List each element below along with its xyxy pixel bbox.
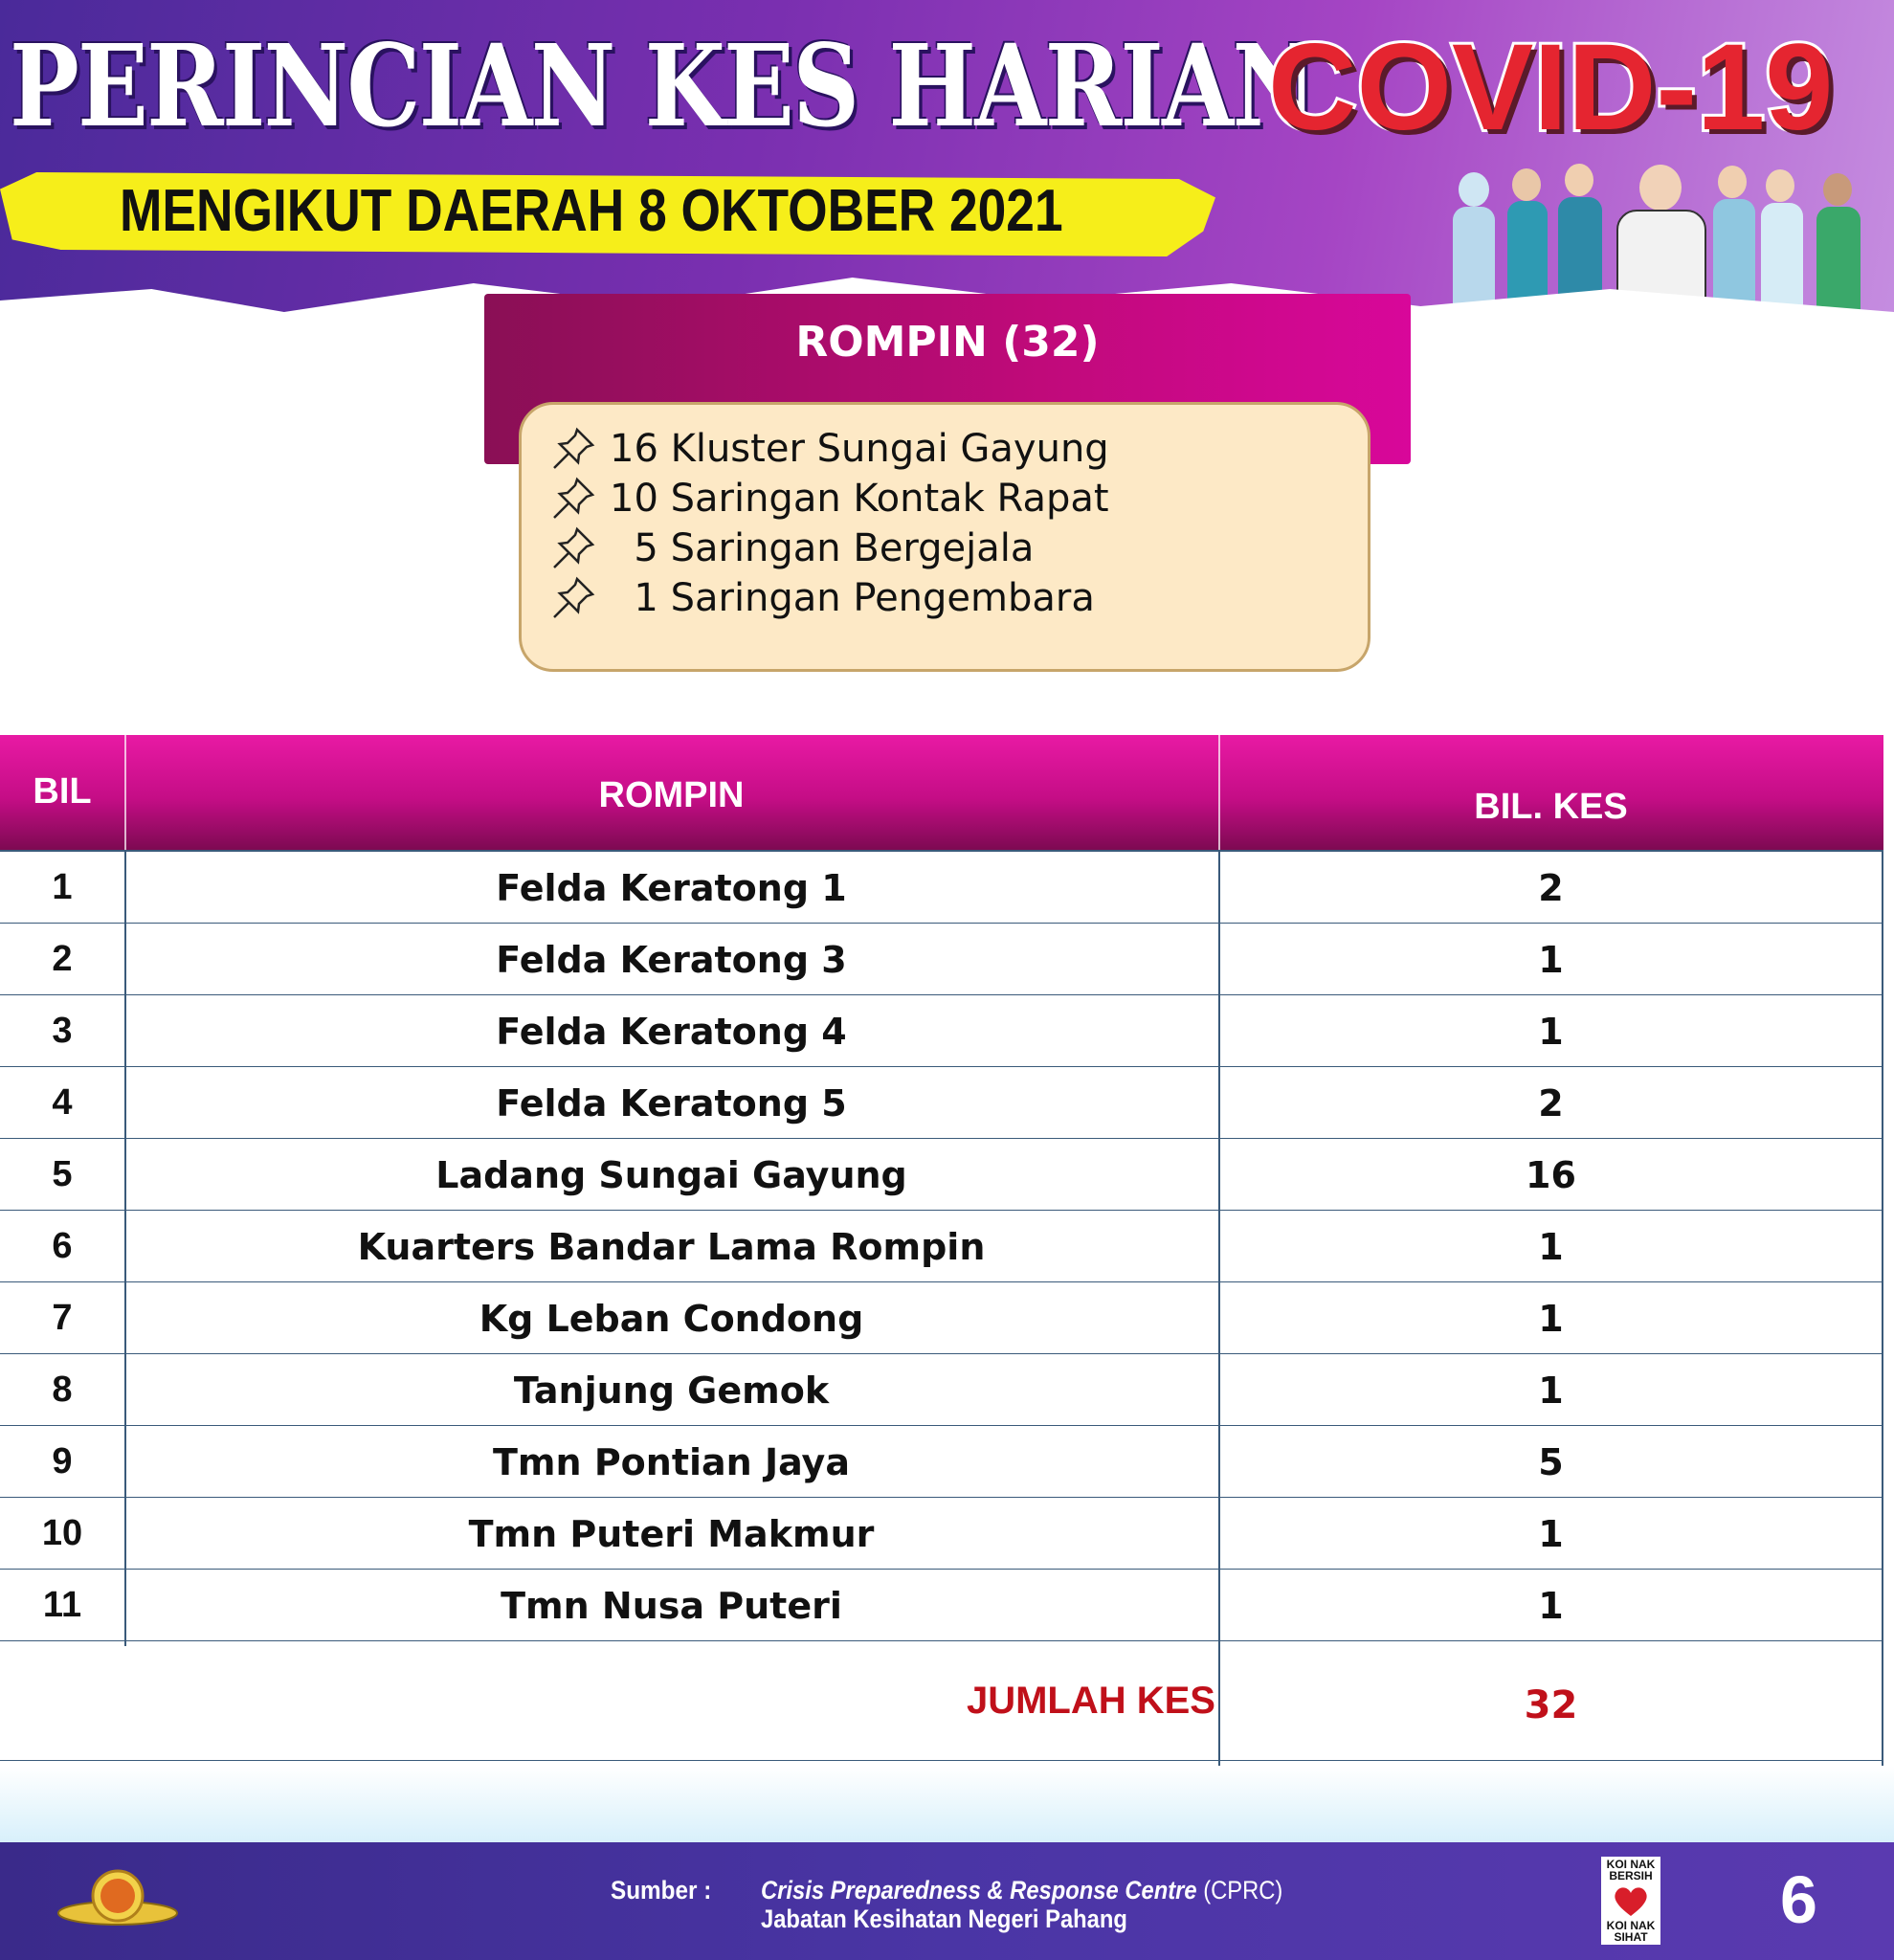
cell-bil: 10 [41,1513,83,1553]
cell-name: Kuarters Bandar Lama Rompin [357,1225,986,1268]
cell-kes: 1 [1538,938,1564,981]
cell-kes: 1 [1538,1297,1564,1340]
summary-item [548,424,1109,474]
summary-text: 1 Saringan Pengembara [610,576,1095,620]
cell-kes: 1 [1538,1369,1564,1412]
table-row [0,1570,1883,1641]
footer [0,1842,1894,1960]
cell-name: Tmn Nusa Puteri [501,1584,842,1627]
cell-name: Felda Keratong 1 [496,866,847,909]
cell-bil: 5 [52,1154,73,1194]
table-row [0,995,1883,1067]
cell-bil: 3 [52,1011,73,1051]
covid-title: COVID-19 [1268,19,1834,156]
table-row [0,1426,1883,1498]
total-label: JUMLAH KES [966,1680,1215,1722]
cell-bil: 2 [52,939,73,979]
cell-name: Tmn Puteri Makmur [468,1512,875,1555]
cell-kes: 1 [1538,1512,1564,1555]
total-value: 32 [1524,1682,1578,1727]
lower-band [0,1766,1894,1842]
source-organization: Crisis Preparedness & Response Centre [761,1876,1197,1904]
cell-bil: 11 [42,1585,82,1625]
cell-name: Felda Keratong 5 [496,1081,847,1125]
source-line-1 [761,1876,1282,1905]
cell-name: Kg Leban Condong [479,1297,864,1340]
cell-kes: 1 [1538,1584,1564,1627]
koi-logo-bottom-text: KOI NAK SIHAT [1606,1919,1656,1944]
pushpin-icon [548,523,598,573]
table-row [0,1067,1883,1139]
cell-name: Tanjung Gemok [513,1369,830,1412]
pushpin-icon [548,573,598,623]
source-line-2: Jabatan Kesihatan Negeri Pahang [761,1904,1127,1933]
header-name: ROMPIN [598,775,745,815]
summary-item [548,523,1034,573]
summary-item [548,474,1109,523]
summary-box [519,402,1370,672]
total-row [0,1641,1883,1761]
source-label: Sumber : [611,1876,712,1904]
cell-bil: 1 [52,867,73,907]
cell-bil: 9 [52,1441,73,1481]
header-banner [0,0,1894,330]
table-row [0,1282,1883,1354]
table-row [0,1498,1883,1570]
table-row [0,924,1883,995]
cell-kes: 2 [1538,1081,1564,1125]
pushpin-icon [548,474,598,523]
jkn-logo-icon [56,1863,180,1938]
cell-name: Ladang Sungai Gayung [435,1153,907,1196]
page-number: 6 [1780,1862,1817,1937]
table-row [0,852,1883,924]
cell-kes: 16 [1526,1153,1576,1196]
cell-bil: 7 [52,1298,73,1338]
cell-bil: 8 [52,1370,73,1410]
summary-text: 5 Saringan Bergejala [610,526,1035,570]
pushpin-icon [548,424,598,474]
header-kes: BIL. KES [1474,787,1628,827]
cell-kes: 5 [1538,1440,1564,1483]
cell-kes: 1 [1538,1010,1564,1053]
cell-kes: 2 [1538,866,1564,909]
summary-text: 10 Saringan Kontak Rapat [610,477,1109,521]
table-row [0,1139,1883,1211]
source-abbreviation: (CPRC) [1196,1876,1283,1904]
page-subtitle: MENGIKUT DAERAH 8 OKTOBER 2021 [120,178,1063,244]
cell-name: Felda Keratong 4 [496,1010,847,1053]
header-bil: BIL [33,771,92,812]
koi-nak-sihat-logo-icon [1601,1857,1660,1945]
table-row [0,1354,1883,1426]
koi-logo-top-text: KOI NAK BERSIH [1606,1858,1656,1882]
cell-bil: 4 [52,1082,73,1123]
summary-item [548,573,1095,623]
table-row [0,1211,1883,1282]
table-body [0,850,1883,1727]
heart-icon [1612,1885,1650,1918]
summary-text: 16 Kluster Sungai Gayung [610,427,1109,471]
district-title: ROMPIN (32) [795,318,1100,367]
cell-bil: 6 [52,1226,73,1266]
cell-kes: 1 [1538,1225,1564,1268]
cell-name: Tmn Pontian Jaya [493,1440,850,1483]
table-header [0,735,1883,850]
page-title: PERINCIAN KES HARIAN [10,19,1316,152]
cell-name: Felda Keratong 3 [496,938,847,981]
